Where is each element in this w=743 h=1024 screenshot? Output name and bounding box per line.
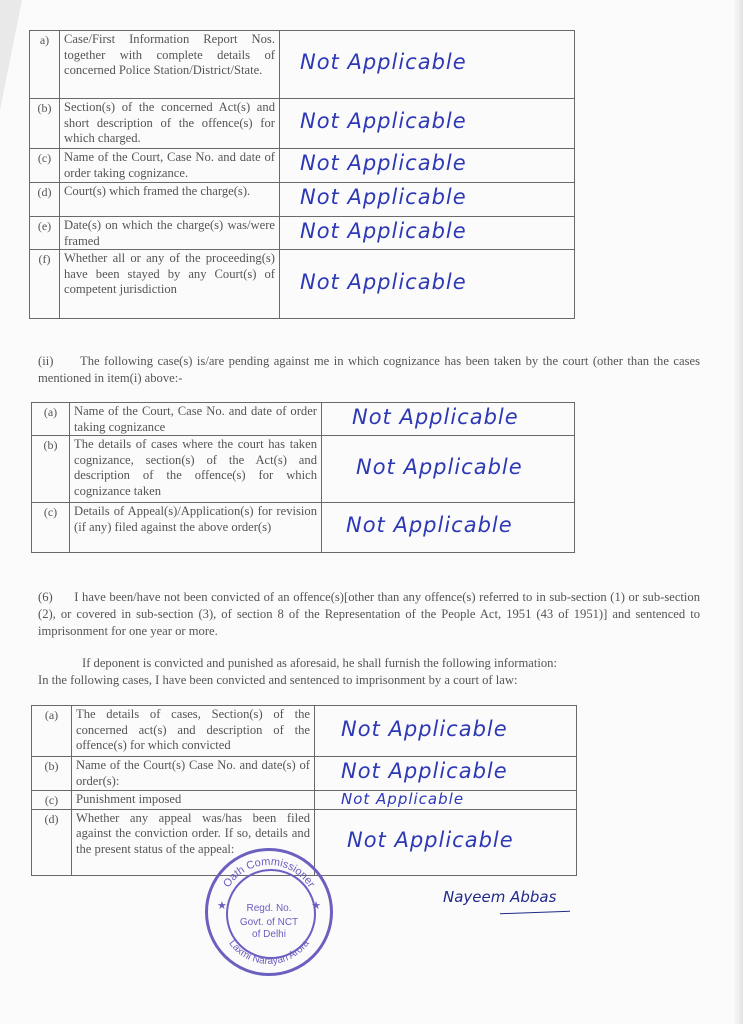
paragraph-ii	[38, 353, 700, 387]
row-description: Date(s) on which the charge(s) was/were framed	[60, 217, 280, 250]
handwritten-answer: Not Applicable	[347, 827, 514, 852]
row-label: (b)	[32, 436, 70, 503]
handwritten-answer: Not Applicable	[300, 218, 467, 243]
handwritten-answer: Not Applicable	[300, 50, 467, 75]
row-label: (f)	[30, 250, 60, 319]
row-description: Case/First Information Report Nos. together with complete details of concerned Police Station/District/State.	[60, 31, 280, 99]
row-description: Section(s) of the concerned Act(s) and short description of the offence(s) for which charged.	[60, 99, 280, 149]
handwritten-answer: Not Applicable	[356, 454, 523, 479]
row-label: (c)	[32, 503, 70, 553]
deponent-signature: Nayeem Abbas	[443, 888, 557, 906]
row-answer	[322, 503, 575, 553]
row-label: (d)	[30, 183, 60, 217]
handwritten-answer: Not Applicable	[341, 789, 465, 808]
pending-cases-table	[29, 30, 575, 319]
stamp-govt-line: Govt. of NCT	[239, 917, 299, 928]
handwritten-answer: Not Applicable	[341, 759, 508, 784]
row-description: Whether any appeal was/has been filed against the conviction order. If so, details and the present status of the appeal:	[72, 809, 315, 875]
star-icon: ★	[311, 900, 321, 912]
convicted-cases-intro: In the following cases, I have been convicted and sentenced to imprisonment by a court of law:	[38, 673, 518, 687]
table-row	[32, 403, 575, 436]
row-answer	[315, 706, 577, 757]
handwritten-answer: Not Applicable	[300, 269, 467, 294]
row-answer	[280, 99, 575, 149]
star-icon: ★	[217, 900, 227, 912]
folded-corner	[0, 0, 22, 110]
paragraph-number: (ii)	[38, 354, 54, 368]
convictions-table	[31, 705, 577, 876]
row-label: (a)	[32, 403, 70, 436]
paragraph-number: (6)	[38, 590, 53, 604]
table-row	[30, 99, 575, 149]
stamp-inner-circle	[226, 869, 316, 959]
row-description: Name of the Court(s) Case No. and date(s) of order(s):	[72, 757, 315, 791]
row-description: Whether all or any of the proceeding(s) have been stayed by any Court(s) of competent jurisdiction	[60, 250, 280, 319]
row-answer	[280, 149, 575, 183]
row-description: Name of the Court, Case No. and date of order taking cognizance	[70, 403, 322, 436]
oath-commissioner-stamp	[205, 848, 333, 976]
signature-underline	[500, 911, 570, 914]
row-label: (b)	[30, 99, 60, 149]
row-label: (c)	[32, 791, 72, 810]
table-row	[30, 149, 575, 183]
table-row	[32, 706, 577, 757]
row-label: (d)	[32, 809, 72, 875]
table-row	[32, 436, 575, 503]
table-row	[30, 183, 575, 217]
row-label: (c)	[30, 149, 60, 183]
row-description: The details of cases where the court has taken cognizance, section(s) of the Act(s) and description of the offence(s) for which cognizance taken	[70, 436, 322, 503]
stamp-reg-line: Regd. No.	[246, 903, 292, 914]
handwritten-answer: Not Applicable	[352, 404, 519, 429]
row-answer	[322, 436, 575, 503]
stamp-delhi-line: of Delhi	[252, 929, 286, 940]
row-description: Punishment imposed	[72, 791, 315, 810]
handwritten-answer: Not Applicable	[341, 716, 508, 741]
row-label: a)	[30, 31, 60, 99]
row-label: (a)	[32, 706, 72, 757]
handwritten-answer: Not Applicable	[346, 513, 513, 538]
row-answer	[280, 31, 575, 99]
page-edge-shadow	[733, 0, 743, 1024]
handwritten-answer: Not Applicable	[300, 185, 467, 210]
row-description: Name of the Court, Case No. and date of order taking cognizance.	[60, 149, 280, 183]
row-answer	[315, 809, 577, 875]
row-answer	[322, 403, 575, 436]
table-row	[32, 791, 577, 810]
row-description: Details of Appeal(s)/Application(s) for revision (if any) filed against the above order(s)	[70, 503, 322, 553]
row-description: Court(s) which framed the charge(s).	[60, 183, 280, 217]
table-row	[32, 503, 575, 553]
paragraph-text: The following case(s) is/are pending against me in which cognizance has been taken by the court (other than the cases mentioned in item(i) above:-	[38, 354, 700, 385]
row-answer	[315, 791, 577, 810]
table-row	[30, 31, 575, 99]
paragraph-6	[38, 589, 700, 640]
row-description: The details of cases, Section(s) of the concerned act(s) and description of the offence(s) for which convicted	[72, 706, 315, 757]
row-answer	[280, 183, 575, 217]
table-row	[30, 250, 575, 319]
row-label: (e)	[30, 217, 60, 250]
cognizance-cases-table	[31, 402, 575, 553]
handwritten-answer: Not Applicable	[300, 109, 467, 134]
table-row	[32, 757, 577, 791]
stamp-top-text: Oath Commissioner	[221, 855, 318, 890]
table-row	[30, 217, 575, 250]
row-label: (b)	[32, 757, 72, 791]
row-answer	[280, 217, 575, 250]
stamp-bottom-text: Laxmi Narayan Arora	[226, 938, 312, 968]
deponent-paragraph: If deponent is convicted and punished as aforesaid, he shall furnish the following information:	[82, 656, 557, 670]
paragraph-text: I have been/have not been convicted of an offence(s)[other than any offence(s) referred to in sub-section (1) or sub-section (2), or covered in sub-section (3), of section 8 of the Representation of the People Act, 1951 (43 of 1951)] and sentenced to imprisonment for one year or more.	[38, 590, 701, 638]
row-answer	[280, 250, 575, 319]
row-answer	[315, 757, 577, 791]
handwritten-answer: Not Applicable	[300, 151, 467, 176]
